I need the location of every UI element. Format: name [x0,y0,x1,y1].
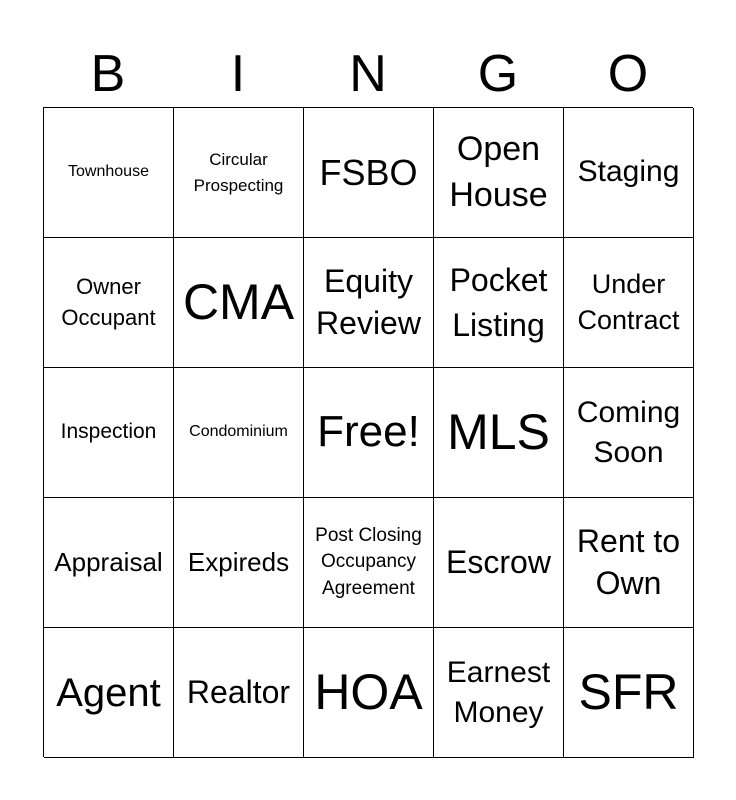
cell-label: MLS [447,403,550,460]
cell-label: Coming Soon [576,395,681,469]
cell-label: Equity Review [316,262,421,341]
bingo-cell[interactable] [174,238,304,368]
header-letter-b: B [90,45,126,103]
bingo-cell[interactable] [174,498,304,628]
cell-label: Inspection [60,420,157,444]
bingo-cell[interactable] [564,628,694,758]
header-letter-o: O [607,45,649,103]
cell-label: Agent [56,670,161,715]
cell-label: SFR [578,663,679,720]
cell-label: Post Closing Occupancy Agreement [315,524,422,599]
cell-label: HOA [314,663,423,720]
bingo-cell[interactable] [174,108,304,238]
cell-label: Escrow [446,544,551,581]
bingo-cell[interactable] [564,108,694,238]
bingo-cell[interactable] [304,238,434,368]
bingo-cell[interactable] [304,368,434,498]
bingo-cell[interactable] [564,498,694,628]
cell-label: Realtor [186,674,291,711]
bingo-cell[interactable] [434,368,564,498]
cell-label: Expireds [187,546,290,577]
bingo-cell[interactable] [304,498,434,628]
bingo-cell[interactable] [174,368,304,498]
bingo-cell[interactable] [564,368,694,498]
bingo-cell[interactable] [564,238,694,368]
cell-label: Appraisal [54,546,163,577]
bingo-cell[interactable] [434,498,564,628]
bingo-cell[interactable] [44,368,174,498]
header-letter-n: N [349,45,387,103]
bingo-board [43,107,693,757]
bingo-cell[interactable] [304,628,434,758]
cell-label: Townhouse [68,163,149,181]
bingo-cell[interactable] [44,628,174,758]
cell-label: Circular Prospecting [193,150,284,195]
bingo-cell[interactable] [434,108,564,238]
header-letter-g: G [477,45,519,103]
cell-label: Under Contract [577,269,680,335]
cell-label: Pocket Listing [449,262,548,343]
bingo-cell[interactable] [304,108,434,238]
cell-label: CMA [182,273,295,330]
cell-label: Open House [449,129,548,214]
bingo-header [43,40,693,108]
bingo-cell[interactable] [44,238,174,368]
cell-label: Owner Occupant [61,273,156,330]
bingo-cell[interactable] [44,108,174,238]
cell-label: FSBO [319,152,418,193]
cell-label: Condominium [189,423,288,441]
cell-label: Staging [577,155,680,189]
cell-label: Rent to Own [576,522,681,601]
bingo-cell[interactable] [44,498,174,628]
bingo-cell[interactable] [174,628,304,758]
bingo-cell[interactable] [434,628,564,758]
cell-label: Earnest Money [446,655,551,729]
header-letter-i: I [230,45,246,103]
cell-label: Free! [317,407,420,457]
bingo-cell[interactable] [434,238,564,368]
